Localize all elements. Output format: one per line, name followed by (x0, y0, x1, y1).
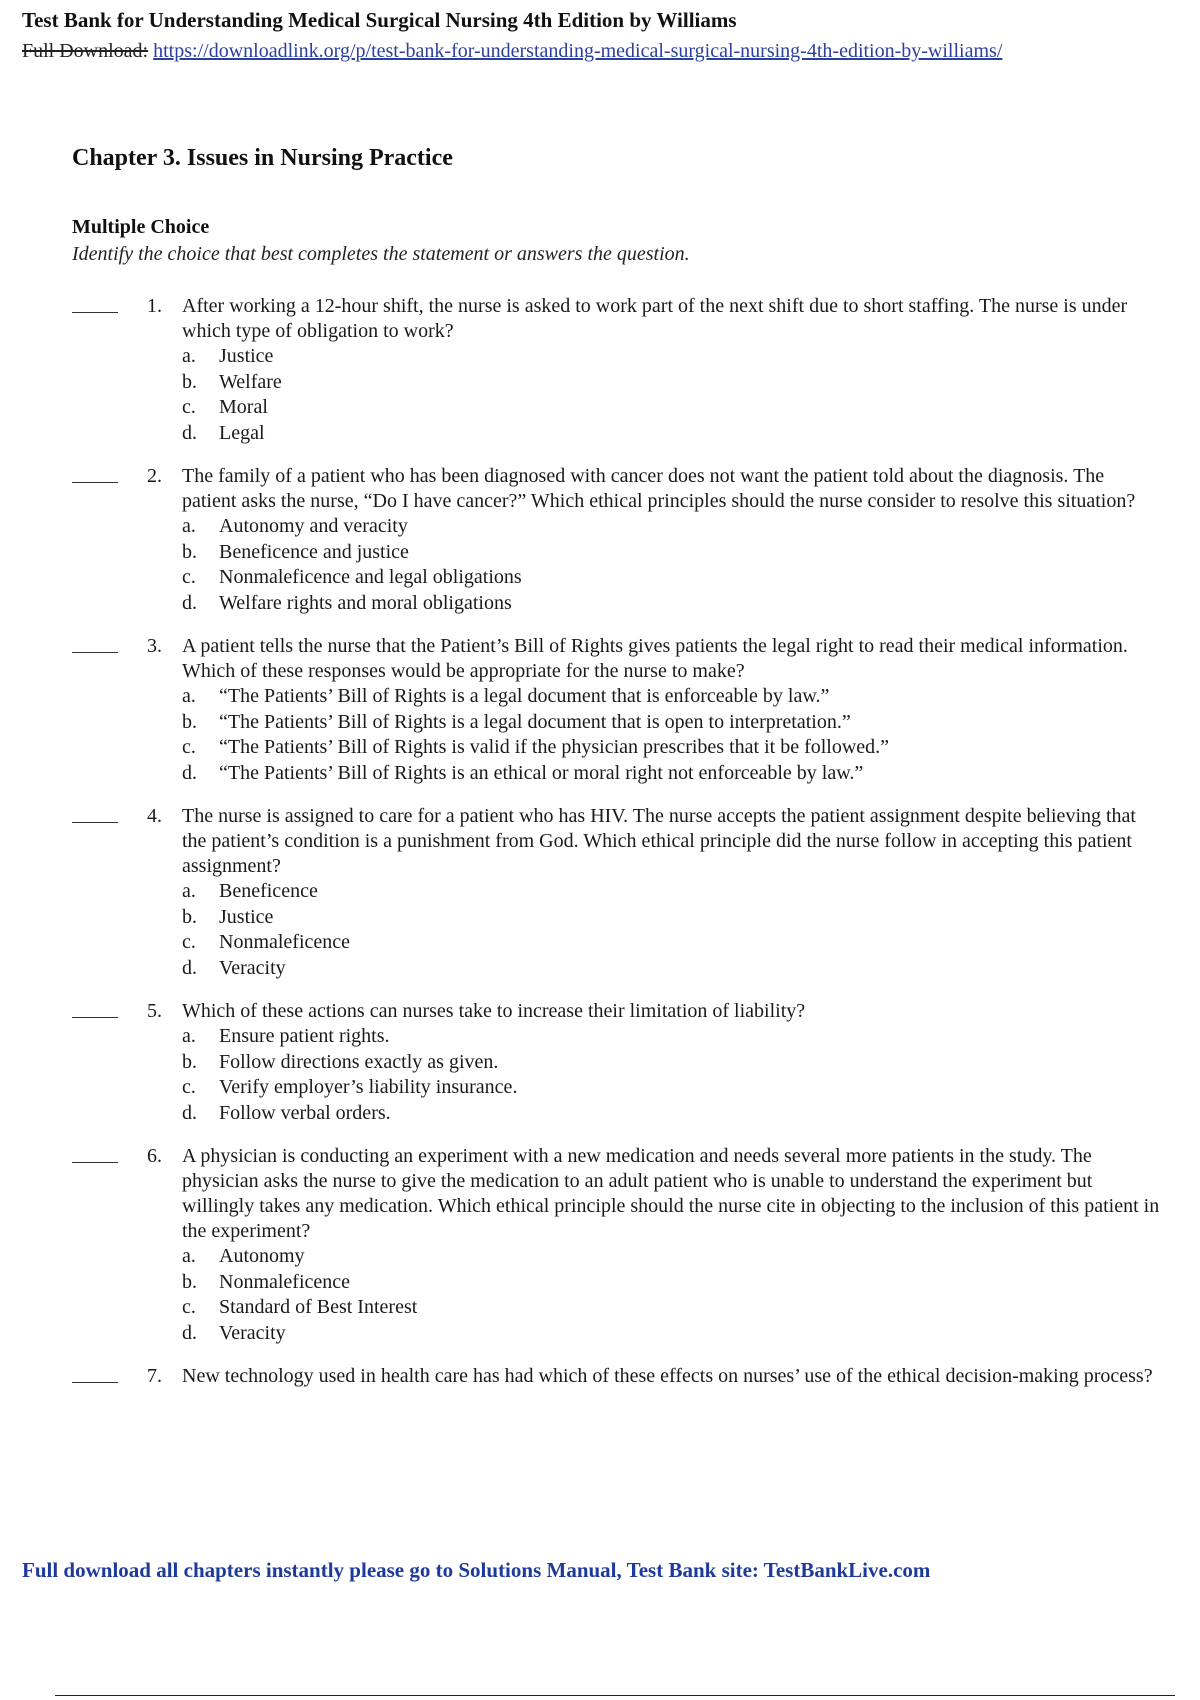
question-text: Which of these actions can nurses take to increase their limitation of liability? (182, 1000, 806, 1022)
option-item (182, 1244, 1162, 1270)
option-text: Standard of Best Interest (219, 1296, 418, 1318)
option-letter: b. (182, 1050, 197, 1073)
option-letter: b. (182, 540, 197, 563)
option-text: Veracity (219, 956, 286, 979)
option-item (182, 956, 1162, 982)
option-letter: d. (182, 421, 197, 444)
option-letter: c. (182, 931, 196, 953)
option-item (182, 370, 1162, 396)
option-letter: b. (182, 1270, 197, 1293)
option-letter: a. (182, 880, 196, 902)
question-item (72, 1364, 1162, 1389)
question-text: After working a 12-hour shift, the nurse is asked to work part of the next shift due to short staffing. The nurse is under which type of obligation to work? (182, 295, 1128, 342)
option-item (182, 591, 1162, 617)
question-item (72, 294, 1162, 446)
option-letter: c. (182, 736, 196, 758)
option-letter: b. (182, 905, 197, 928)
option-list (182, 344, 1162, 446)
option-item (182, 1075, 1162, 1101)
option-item (182, 1050, 1162, 1076)
option-list (182, 684, 1162, 786)
document-title: Test Bank for Understanding Medical Surgical Nursing 4th Edition by Williams (22, 8, 737, 32)
option-item (182, 514, 1162, 540)
question-number: 7. (147, 1365, 162, 1387)
option-item (182, 1321, 1162, 1347)
option-letter: c. (182, 1296, 196, 1318)
answer-blank[interactable] (72, 312, 118, 313)
option-letter: d. (182, 761, 197, 784)
option-item (182, 1270, 1162, 1296)
option-text: Welfare rights and moral obligations (219, 591, 512, 614)
option-item (182, 735, 1162, 761)
option-text: “The Patients’ Bill of Rights is an ethical or moral right not enforceable by law.” (219, 761, 864, 784)
answer-blank[interactable] (72, 1162, 118, 1163)
question-item (72, 804, 1162, 981)
option-letter: b. (182, 710, 197, 733)
option-text: Justice (219, 905, 274, 928)
option-list (182, 1024, 1162, 1126)
option-letter: c. (182, 566, 196, 588)
question-text: The family of a patient who has been diagnosed with cancer does not want the patient told about the diagnosis. The patient asks the nurse, “Do I have cancer?” Which ethical principles should the nurse consider to resolve this situation? (182, 465, 1136, 512)
question-text: New technology used in health care has had which of these effects on nurses’ use of the ethical decision-making process? (182, 1365, 1153, 1387)
option-text: Follow verbal orders. (219, 1101, 391, 1124)
option-text: Autonomy and veracity (219, 515, 408, 537)
download-line (22, 40, 1002, 63)
option-letter: a. (182, 345, 196, 367)
option-letter: d. (182, 956, 197, 979)
option-letter: d. (182, 591, 197, 614)
option-item (182, 1295, 1162, 1321)
question-list (72, 294, 1162, 1407)
option-text: “The Patients’ Bill of Rights is a legal document that is open to interpretation.” (219, 710, 851, 733)
option-item (182, 421, 1162, 447)
option-text: Ensure patient rights. (219, 1025, 390, 1047)
option-item (182, 565, 1162, 591)
option-letter: d. (182, 1321, 197, 1344)
option-text: Follow directions exactly as given. (219, 1050, 499, 1073)
option-text: Autonomy (219, 1245, 305, 1267)
download-label: Full Download: (22, 40, 149, 62)
option-item (182, 1101, 1162, 1127)
option-letter: a. (182, 1025, 196, 1047)
option-letter: b. (182, 370, 197, 393)
option-item (182, 710, 1162, 736)
question-item (72, 999, 1162, 1126)
chapter-title: Chapter 3. Issues in Nursing Practice (72, 145, 453, 171)
option-text: Veracity (219, 1321, 286, 1344)
footer-download-link[interactable]: Full download all chapters instantly please go to Solutions Manual, Test Bank site: TestBankLive.com (22, 1558, 931, 1582)
option-list (182, 514, 1162, 616)
option-text: Legal (219, 421, 265, 444)
option-list (182, 1244, 1162, 1346)
option-item (182, 905, 1162, 931)
question-number: 5. (147, 1000, 162, 1022)
option-item (182, 879, 1162, 905)
option-letter: d. (182, 1101, 197, 1124)
question-number: 4. (147, 805, 162, 827)
option-item (182, 930, 1162, 956)
option-letter: a. (182, 515, 196, 537)
option-item (182, 761, 1162, 787)
option-text: “The Patients’ Bill of Rights is a legal document that is enforceable by law.” (219, 685, 830, 707)
answer-blank[interactable] (72, 1382, 118, 1383)
question-number: 2. (147, 465, 162, 487)
question-item (72, 1144, 1162, 1346)
bottom-divider (55, 1695, 1175, 1696)
option-text: Nonmaleficence and legal obligations (219, 566, 522, 588)
option-letter: c. (182, 396, 196, 418)
option-list (182, 879, 1162, 981)
option-text: Beneficence (219, 880, 318, 902)
question-item (72, 464, 1162, 616)
section-instructions: Identify the choice that best completes the statement or answers the question. (72, 243, 690, 265)
option-item (182, 344, 1162, 370)
answer-blank[interactable] (72, 482, 118, 483)
option-letter: c. (182, 1076, 196, 1098)
option-text: “The Patients’ Bill of Rights is valid if the physician prescribes that it be followed.” (219, 736, 890, 758)
option-text: Beneficence and justice (219, 540, 409, 563)
section-title: Multiple Choice (72, 216, 210, 238)
option-text: Justice (219, 345, 274, 367)
download-link[interactable]: https://downloadlink.org/p/test-bank-for-understanding-medical-surgical-nursing-4th-edition-by-williams/ (153, 40, 1003, 62)
option-item (182, 395, 1162, 421)
option-letter: a. (182, 685, 196, 707)
option-text: Nonmaleficence (219, 931, 351, 953)
question-text: A physician is conducting an experiment with a new medication and needs several more patients in the study. The physician asks the nurse to give the medication to an adult patient who is unable to understand the experiment but willingly takes any medication. Which ethical principle should the nurse cite in objecting to the inclusion of this patient in the experiment? (182, 1145, 1160, 1242)
option-text: Welfare (219, 370, 282, 393)
option-text: Verify employer’s liability insurance. (219, 1076, 518, 1098)
option-item (182, 540, 1162, 566)
option-text: Moral (219, 396, 268, 418)
question-text: The nurse is assigned to care for a patient who has HIV. The nurse accepts the patient assignment despite believing that the patient’s condition is a punishment from God. Which ethical principle did the nurse follow in accepting this patient assignment? (182, 805, 1136, 877)
option-item (182, 684, 1162, 710)
option-item (182, 1024, 1162, 1050)
answer-blank[interactable] (72, 822, 118, 823)
option-text: Nonmaleficence (219, 1270, 351, 1293)
question-number: 3. (147, 635, 162, 657)
answer-blank[interactable] (72, 1017, 118, 1018)
question-number: 6. (147, 1145, 162, 1167)
answer-blank[interactable] (72, 652, 118, 653)
question-text: A patient tells the nurse that the Patient’s Bill of Rights gives patients the legal right to read their medical information. Which of these responses would be appropriate for the nurse to make? (182, 635, 1128, 682)
question-number: 1. (147, 295, 162, 317)
question-item (72, 634, 1162, 786)
option-letter: a. (182, 1245, 196, 1267)
